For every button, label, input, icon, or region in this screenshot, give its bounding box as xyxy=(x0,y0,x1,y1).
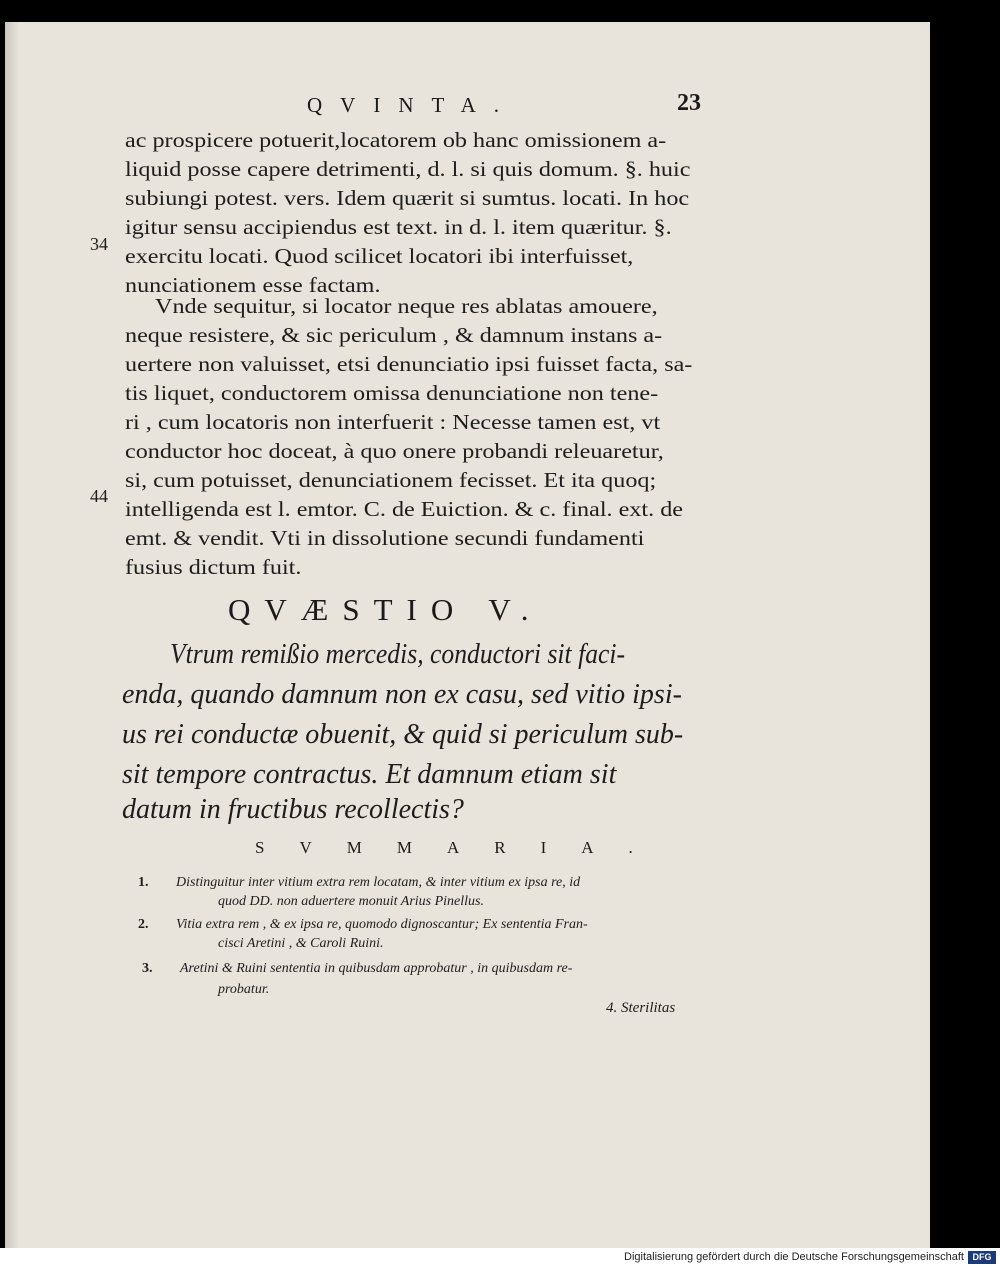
body-line-text: Vnde sequitur, si locator neque res ablatas amouere, xyxy=(155,294,658,318)
body-line-text: ri , cum locatoris non interfuerit : Necesse tamen est, vt xyxy=(125,410,661,434)
question-line: Vtrum remißio mercedis, conductori sit faci- xyxy=(170,639,626,670)
summary-line: quod DD. non aduertere monuit Arius Pinellus. xyxy=(218,894,484,909)
body-line xyxy=(125,349,710,379)
margin-number: 44 xyxy=(90,486,108,506)
footer-bar xyxy=(0,1248,1000,1269)
body-line xyxy=(125,320,710,350)
running-head: QVINTA. xyxy=(307,93,518,117)
dfg-logo: DFG xyxy=(968,1251,996,1264)
body-line-text: si, cum potuisset, denunciationem fecisset. Et ita quoq; xyxy=(125,468,657,492)
summary-line: Aretini & Ruini sententia in quibusdam approbatur , in quibusdam re- xyxy=(180,961,573,976)
body-line xyxy=(125,465,710,495)
body-line-text: liquid posse capere detrimenti, d. l. si quis domum. §. huic xyxy=(125,157,691,181)
question-title: QVÆSTIO V. xyxy=(228,592,543,627)
body-line xyxy=(125,523,710,553)
body-line-text: subiungi potest. vers. Idem quærit si sumtus. locati. In hoc xyxy=(125,186,690,210)
body-line xyxy=(125,436,710,466)
question-line: us rei conductæ obuenit, & quid si periculum sub- xyxy=(122,719,684,750)
summary-number: 3. xyxy=(142,961,153,976)
question-line: sit tempore contractus. Et damnum etiam sit xyxy=(122,759,617,790)
body-line-text: ac prospicere potuerit,locatorem ob hanc omissionem a- xyxy=(125,128,667,152)
body-line xyxy=(125,378,710,408)
body-line xyxy=(125,241,710,271)
summary-line: Distinguitur inter vitium extra rem locatam, & inter vitium ex ipsa re, id xyxy=(176,875,581,890)
body-line xyxy=(125,552,710,582)
margin-number: 34 xyxy=(90,234,108,254)
body-line-text: tis liquet, conductorem omissa denunciatione non tene- xyxy=(125,381,659,405)
summary-number: 2. xyxy=(138,917,149,932)
page-edge-shadow xyxy=(930,22,1000,1248)
body-line xyxy=(125,212,710,242)
summary-line: Vitia extra rem , & ex ipsa re, quomodo dignoscantur; Ex sententia Fran- xyxy=(176,917,588,932)
body-line xyxy=(125,125,710,155)
body-line-text: fusius dictum fuit. xyxy=(125,555,302,579)
body-line xyxy=(155,291,740,321)
body-line xyxy=(125,494,710,524)
body-line-text: conductor hoc doceat, à quo onere probandi releuaretur, xyxy=(125,439,664,463)
summary-line: probatur. xyxy=(218,982,270,997)
summary-number: 1. xyxy=(138,875,149,890)
body-line-text: exercitu locati. Quod scilicet locatori ibi interfuisset, xyxy=(125,244,634,268)
question-line: datum in fructibus recollectis? xyxy=(122,794,464,825)
body-line xyxy=(125,407,710,437)
question-line: enda, quando damnum non ex casu, sed vitio ipsi- xyxy=(122,679,682,710)
body-line-text: neque resistere, & sic periculum , & damnum instans a- xyxy=(125,323,663,347)
footer-credit: Digitalisierung gefördert durch die Deutsche Forschungsgemeinschaft xyxy=(624,1251,964,1263)
summary-line: cisci Aretini , & Caroli Ruini. xyxy=(218,936,384,951)
page-number: 23 xyxy=(677,90,701,116)
body-line-text: nunciationem esse factam. xyxy=(125,273,381,297)
catchword: 4. Sterilitas xyxy=(606,1000,676,1016)
body-line-text: igitur sensu accipiendus est text. in d. l. item quæritur. §. xyxy=(125,215,672,239)
body-line-text: intelligenda est l. emtor. C. de Euiction. & c. final. ext. de xyxy=(125,497,684,521)
summaria-heading: SVMMARIA. xyxy=(255,838,668,857)
body-line xyxy=(125,154,710,184)
body-line xyxy=(125,183,710,213)
body-line-text: emt. & vendit. Vti in dissolutione secundi fundamenti xyxy=(125,526,645,550)
body-line-text: uertere non valuisset, etsi denunciatio ipsi fuisset facta, sa- xyxy=(125,352,693,376)
